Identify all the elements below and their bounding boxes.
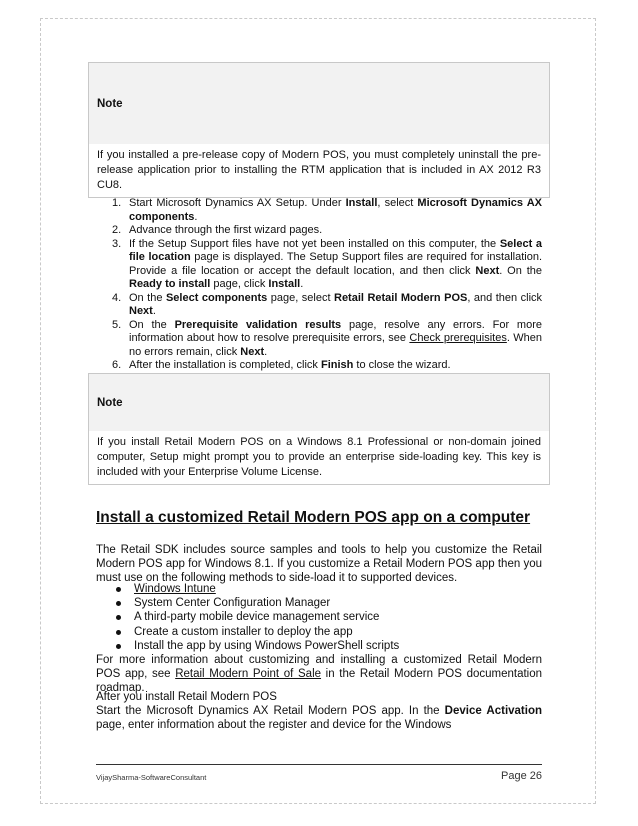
note-box-sideloading xyxy=(88,373,550,485)
inline-link[interactable]: Check prerequisites xyxy=(409,332,507,344)
text-run: in the Retail Modern POS documentation roadmap. xyxy=(96,668,543,694)
bold-term: Select components xyxy=(165,291,268,304)
bold-term: Next xyxy=(129,305,153,317)
list-item-text: Create a custom installer to deploy the app xyxy=(134,625,353,638)
bold-term: Install xyxy=(268,278,301,290)
footer-page-number: Page 26 xyxy=(501,770,542,782)
text-run: page, select xyxy=(267,291,334,304)
text-run: page, click xyxy=(210,278,269,290)
list-item xyxy=(112,610,542,624)
text-run: page, resolve any errors. For more information about how to resolve prerequisite errors, see xyxy=(129,318,542,344)
text-run: After the installation is completed, click xyxy=(129,359,321,371)
list-item-text: Install the app by using Windows PowerShell scripts xyxy=(134,639,400,652)
install-step xyxy=(112,197,542,224)
bold-term: Next xyxy=(475,264,500,277)
install-step xyxy=(112,292,542,319)
step-number: 2. xyxy=(112,224,122,236)
bullet-icon xyxy=(116,587,121,592)
text-run: . xyxy=(194,210,198,223)
note-box-prerelease xyxy=(88,62,550,198)
bold-term: Install xyxy=(345,197,378,209)
note-body: If you install Retail Modern POS on a Windows 8.1 Professional or non-domain joined computer, Setup might prompt you to provide an enterprise side-loading key. This key is included with your Enterprise Volume License. xyxy=(97,436,541,478)
inline-link[interactable]: Retail Modern Point of Sale xyxy=(175,668,322,680)
text-run: Start Microsoft Dynamics AX Setup. Under xyxy=(129,197,346,209)
text-run: , and then click xyxy=(467,291,543,304)
text-run: For more information about customizing and installing a customized Retail Modern POS app, see xyxy=(96,654,542,680)
bullet-icon xyxy=(116,630,121,635)
text-run: . On the xyxy=(499,264,542,277)
list-item xyxy=(112,625,542,639)
bold-term: Device Activation xyxy=(444,705,543,717)
text-run: . When no errors remain, click xyxy=(129,332,542,358)
step-number: 1. xyxy=(112,197,122,209)
list-item xyxy=(112,639,542,653)
bold-term: Next xyxy=(240,345,265,358)
text-run: to close the wizard. xyxy=(353,359,451,371)
bullet-icon xyxy=(116,601,121,606)
install-step xyxy=(112,319,542,360)
section-title: Install a customized Retail Modern POS app on a computer xyxy=(96,509,531,526)
note-heading: Note xyxy=(89,63,549,144)
install-step xyxy=(112,238,542,292)
list-item-text: System Center Configuration Manager xyxy=(134,597,331,610)
footer-author: VijaySharma-SoftwareConsultant xyxy=(96,773,207,782)
bullet-icon xyxy=(116,644,121,649)
note-heading: Note xyxy=(89,374,549,431)
step-number: 3. xyxy=(112,237,122,250)
text-run: page, enter information about the register and device for the Windows xyxy=(96,719,452,731)
text-run: Start the Microsoft Dynamics AX Retail Modern POS app. In the xyxy=(96,705,445,717)
text-run: page is displayed. The Setup Support files are required for installation. Provide a file location or accept the default location, and then click xyxy=(129,251,542,277)
text-run: On the xyxy=(129,318,175,331)
section-intro: The Retail SDK includes source samples and tools to help you customize the Retail Modern POS app for Windows 8.1. If you customize a Retail Modern POS app then you must use on the following methods to side-load it to supported devices. xyxy=(96,544,542,584)
text-run: Advance through the first wizard pages. xyxy=(129,224,323,236)
text-run: . xyxy=(264,345,268,358)
text-run: . xyxy=(152,305,156,317)
note-body: If you installed a pre-release copy of Modern POS, you must completely uninstall the pre-release application prior to installing the RTM application that is included in AX 2012 R3 CU8. xyxy=(97,149,541,191)
deployment-methods-list xyxy=(112,582,542,653)
step-number: 5. xyxy=(112,318,122,331)
more-info-paragraph xyxy=(96,653,542,695)
bold-term: Prerequisite validation results xyxy=(174,318,342,331)
windows-intune-link[interactable]: Windows Intune xyxy=(134,583,216,595)
text-run: On the xyxy=(129,291,166,304)
after-install-heading: After you install Retail Modern POS xyxy=(96,691,277,703)
list-item xyxy=(112,582,542,596)
text-run: , select xyxy=(377,197,418,209)
bold-term: Retail Retail Modern POS xyxy=(334,291,468,304)
install-step xyxy=(112,359,542,373)
install-step xyxy=(112,224,542,238)
bold-term: Select a file location xyxy=(129,237,542,263)
bold-term: Finish xyxy=(320,359,354,371)
text-run: If the Setup Support files have not yet been installed on this computer, the xyxy=(129,237,500,250)
page-footer xyxy=(96,764,542,783)
bullet-icon xyxy=(116,615,121,620)
bold-term: Ready to install xyxy=(129,278,211,290)
step-number: 6. xyxy=(112,359,122,371)
list-item xyxy=(112,596,542,610)
step-number: 4. xyxy=(112,291,122,304)
bold-term: Microsoft Dynamics AX components xyxy=(129,197,542,223)
text-run: . xyxy=(300,278,304,290)
activation-paragraph xyxy=(96,704,542,732)
install-steps-list xyxy=(112,197,542,373)
list-item-text: A third-party mobile device management service xyxy=(134,611,380,624)
